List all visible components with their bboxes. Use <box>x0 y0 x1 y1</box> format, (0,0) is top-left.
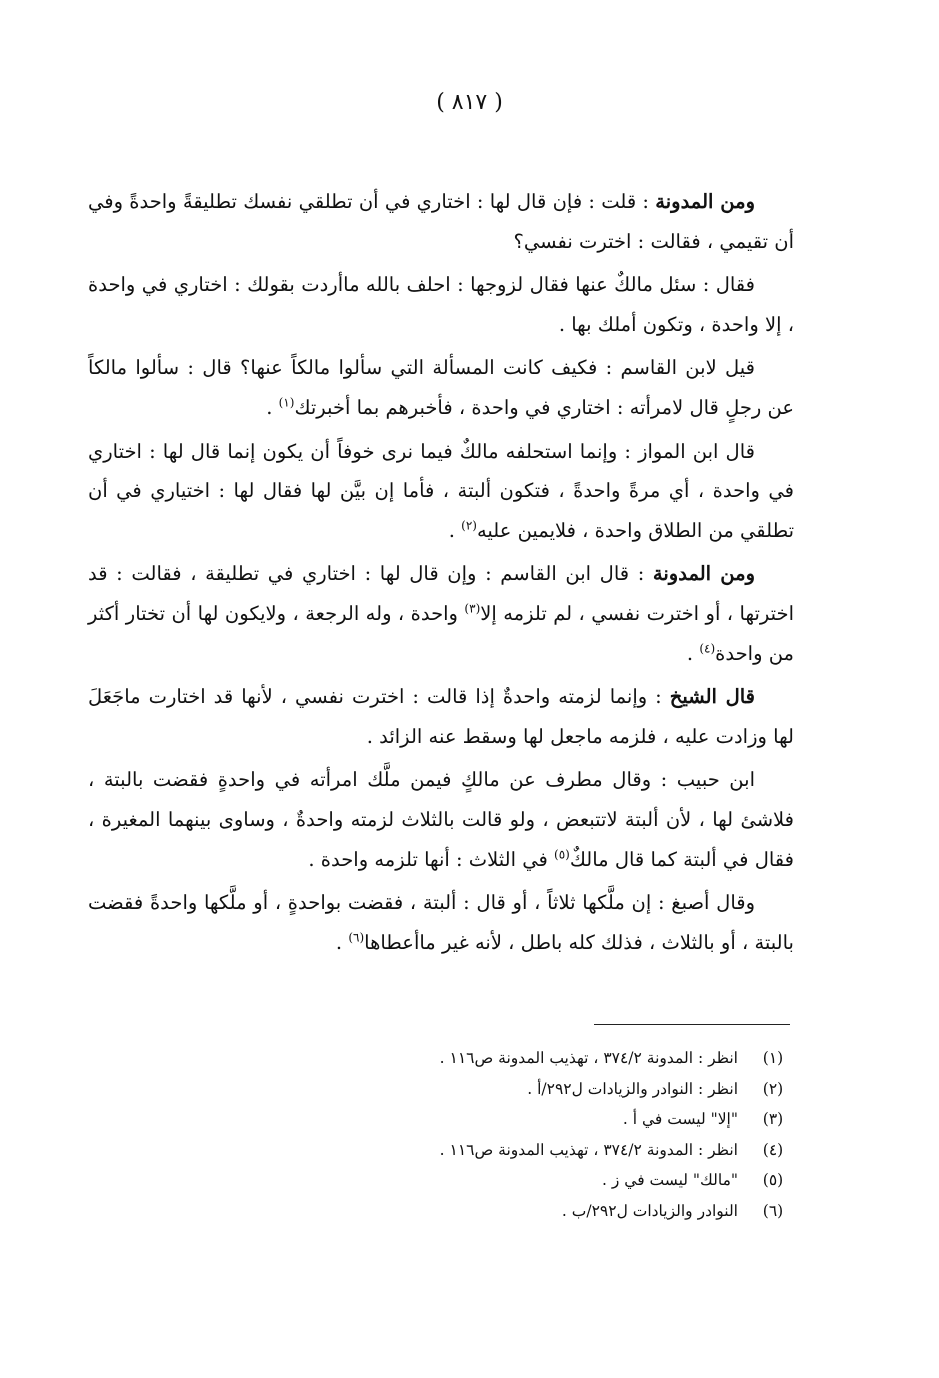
paragraph-tail: . <box>448 518 462 542</box>
paragraph-8 <box>88 883 794 962</box>
footnote-ref: (١) <box>278 395 295 410</box>
paragraph-1 <box>88 182 794 261</box>
footnote-text: النوادر والزيادات ل٢٩٢/ب . <box>561 1201 738 1220</box>
footnote-item <box>300 1165 796 1196</box>
paragraph-text: قال ابن المواز : وإنما استحلفه مالكٌ فيما نرى خوفاً أن يكون إنما قال لها : اختاري في واحدة ، أي مرةً واحدةً ، فتكون ألبتة ، فأما إن بيَّن لها فقال لها : اختياري في أن تطلقي من الطلاق واحدة ، فلايمين عليه <box>88 439 794 542</box>
paragraph-text: قيل لابن القاسم : فكيف كانت المسألة التي سألوا مالكاً عنها؟ قال : سألوا مالكاً عن رجلٍ قال لامرأته : اختاري في واحدة ، فأخبرهم بما أخبرتك <box>88 356 794 419</box>
paragraph-text: : قال ابن القاسم : وإن قال لها : اختاري في تطليقة ، فقالت : قد اخترتها ، أو اخترت نفسي ، لم تلزمه إلا <box>88 562 794 625</box>
paragraph-text: : قلت : فإن قال لها : اختاري في أن تطلقي نفسك تطليقةً واحدةً وفي أن تقيمي ، فقالت : اخترت نفسي؟ <box>88 190 794 253</box>
footnote-text: انظر : المدونة ٣٧٤/٢ ، تهذيب المدونة ص١١٦ . <box>439 1140 738 1159</box>
footnote-number: (٥) <box>762 1171 784 1190</box>
footnote-divider <box>594 1024 790 1025</box>
paragraph-tail: . <box>266 395 279 419</box>
footnote-item <box>300 1196 796 1227</box>
footnote-text: "مالك" ليست في ز . <box>602 1171 738 1190</box>
footnote-ref: (٤) <box>699 641 716 656</box>
footnote-text: انظر : النوادر والزيادات ل٢٩٢/أ . <box>527 1079 738 1098</box>
footnote-ref: (٦) <box>348 930 365 945</box>
footnote-ref: (٣) <box>464 601 481 616</box>
paragraph-text: : وإنما لزمته واحدةٌ إذا قالت : اخترت نفسي ، لأنها قد اختارت ماجَعَلَ لها وزادت عليه ، فلزمه ماجعل لها وسقط عنه الزائد . <box>88 685 794 748</box>
paragraph-lead: ومن المدونة <box>655 190 755 213</box>
footnote-ref: (٢) <box>461 518 477 533</box>
paragraph-4 <box>88 432 794 551</box>
footnotes-list <box>300 1043 796 1227</box>
paragraph-2 <box>88 265 794 344</box>
paragraph-tail: . <box>686 641 700 665</box>
paragraph-7 <box>88 760 794 879</box>
paragraph-tail: واحدة ، وله الرجعة ، ولايكون لها أن تختار أكثر من واحدة <box>88 601 794 665</box>
footnote-ref: (٥) <box>554 847 570 861</box>
paragraph-text: فقال : سئل مالكٌ عنها فقال لزوجها : احلف بالله ماأردت بقولك : اختاري في واحدة ، إلا واحدة ، وتكون أملك بها . <box>88 273 794 336</box>
footnote-item <box>300 1074 796 1105</box>
paragraph-lead: قال الشيخ <box>669 685 755 709</box>
page-number: ( ٨١٧ ) <box>436 90 503 115</box>
paragraph-5 <box>88 554 794 673</box>
paragraph-tail: . <box>335 930 349 954</box>
footnote-item <box>300 1135 796 1166</box>
paragraph-tail: في الثلاث : أنها تلزمه واحدة . <box>308 847 555 871</box>
footnote-number: (٢) <box>762 1079 784 1098</box>
main-text <box>88 182 794 966</box>
paragraph-lead: ومن المدونة <box>652 562 755 586</box>
footnote-number: (٦) <box>762 1201 784 1220</box>
footnote-item <box>300 1043 796 1074</box>
footnote-number: (٤) <box>762 1140 784 1159</box>
footnote-text: انظر : المدونة ٣٧٤/٢ ، تهذيب المدونة ص١١٦ . <box>439 1049 738 1067</box>
paragraph-text: ابن حبيب : وقال مطرف عن مالكٍ فيمن ملَّك امرأته في واحدةٍ فقضت بالبتة ، فلاشئ لها ، لأن ألبتة لاتتبعض ، ولو قالت بالثلاث لزمته واحدةٌ ، وساوى بينهما المغيرة ، فقال في ألبتة كما قال مالكٌ <box>88 768 794 871</box>
paragraph-3 <box>88 348 794 427</box>
footnote-number: (١) <box>762 1049 784 1067</box>
footnote-item <box>300 1104 796 1135</box>
footnote-text: "إلا" ليست في أ . <box>622 1110 738 1129</box>
footnote-number: (٣) <box>762 1110 784 1129</box>
paragraph-6 <box>88 677 794 756</box>
paragraph-text: وقال أصبغ : إن ملَّكها ثلاثاً ، أو قال : ألبتة ، فقضت بواحدةٍ ، أو ملَّكها واحدةً فقضت بالبتة ، أو بالثلاث ، فذلك كله باطل ، لأنه غير ماأعطاها <box>88 891 794 954</box>
